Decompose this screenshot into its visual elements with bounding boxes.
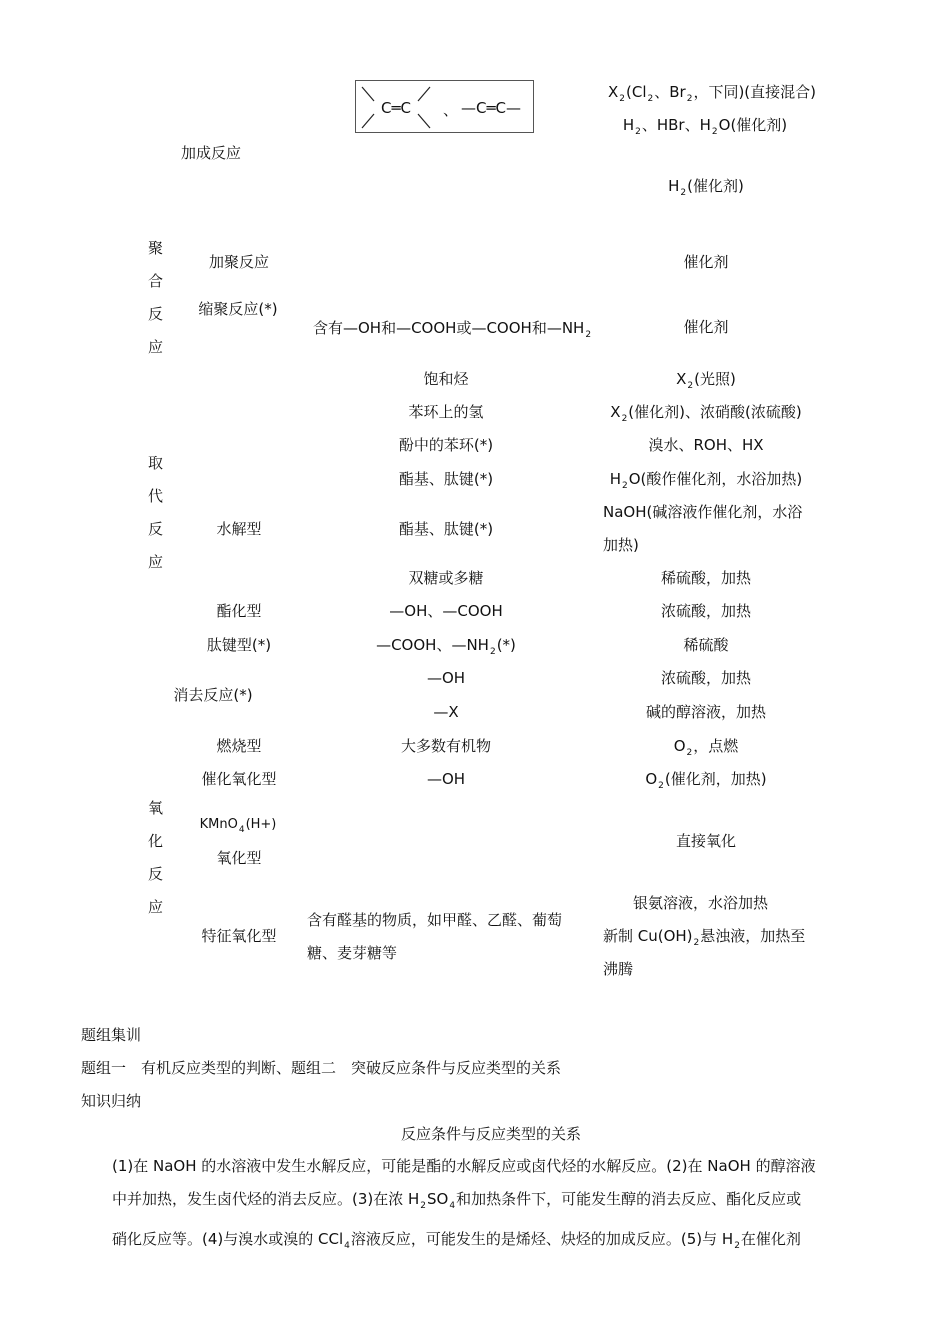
ester-cond: 浓硫酸，加热	[660, 602, 752, 620]
paragraph-line-1: (1)在 NaOH 的水溶液中发生水解反应，可能是酯的水解反应或卤代烃的水解反应。(2)在 NaOH 的醇溶液	[112, 1157, 816, 1175]
disaccharide-substrate: 双糖或多糖	[408, 569, 484, 587]
addpoly-label: 加聚反应	[208, 253, 270, 271]
alkyne-formula: —C═C—	[461, 99, 521, 117]
kmno4-label-line2: 氧化型	[216, 849, 262, 867]
characteristic-substrate-line2: 糖、麦芽糖等	[307, 944, 398, 962]
hydrolysis-cond-line2: 加热)	[603, 536, 639, 554]
kmno4-label: KMnO$_4$(H+)	[199, 817, 277, 835]
formula-separator: 、	[443, 101, 459, 119]
oxidation-group-char: 应	[148, 898, 164, 916]
condense-label: 缩聚反应(*)	[198, 300, 278, 318]
hydrolysis-substrate: 酯基、肽键(*)	[398, 520, 494, 538]
oxidation-group-char: 氧	[148, 799, 164, 817]
sub-row-substrate: 苯环上的氢	[408, 403, 484, 421]
sub-row-substrate: 酯基、肽键(*)	[398, 470, 494, 488]
paragraph-line-3: 硝化反应等。(4)与溴水或溴的 CCl$_4$溶液反应，可能发生的是烯烃、炔烃的加成反应。(5)与 $H_2$在催化剂	[112, 1230, 801, 1251]
substitution-group-char: 代	[148, 487, 164, 505]
addition-cond-1: $X_2(Cl_2$、$Br_2$，下同)(直接混合)	[607, 83, 817, 104]
section-training: 题组集训	[81, 1026, 142, 1044]
elimination-label: 消去反应(*)	[173, 686, 253, 704]
sub-row-substrate: 酚中的苯环(*)	[398, 436, 494, 454]
oxidation-group-char: 化	[148, 832, 164, 850]
combustion-substrate: 大多数有机物	[400, 737, 492, 755]
addition-label: 加成反应	[181, 144, 242, 162]
sub-row-cond: $X_2$(催化剂)、浓硝酸(浓硫酸)	[610, 403, 802, 424]
addition-cond-2: $H_2$、HBr、$H_2O$(催化剂)	[622, 116, 788, 137]
polymer-group-char: 合	[148, 272, 164, 290]
elimination-cond: 浓硫酸，加热	[660, 669, 752, 687]
condense-substrate: 含有—OH和—COOH或—COOH和$—NH_2$	[313, 319, 592, 340]
characteristic-substrate-line1: 含有醛基的物质，如甲醛、乙醛、葡萄	[307, 911, 563, 929]
peptide-substrate: —COOH、$—NH_2(*)$	[376, 636, 516, 657]
polymer-group-char: 聚	[148, 239, 164, 257]
characteristic-cond-line1: 银氨溶液，水浴加热	[633, 894, 769, 912]
combustion-cond: $O_2$，点燃	[673, 737, 739, 758]
alkene-alkyne-structure-icon	[356, 81, 535, 134]
catalytic-substrate: —OH	[426, 770, 466, 788]
structure-image	[355, 80, 534, 133]
catalytic-cond: $O_2$(催化剂，加热)	[645, 770, 767, 791]
characteristic-label: 特征氧化型	[201, 927, 277, 945]
hydrolysis-cond-line1: NaOH(碱溶液作催化剂，水浴	[603, 503, 803, 521]
oxidation-group-char: 反	[148, 865, 164, 883]
elimination-substrate: —OH	[426, 669, 466, 687]
substitution-group-char: 应	[148, 553, 164, 571]
paragraph-line-2: 中并加热，发生卤代烃的消去反应。(3)在浓 $H_2SO_4$和加热条件下，可能发生醇的消去反应、酯化反应或	[112, 1190, 802, 1211]
hydrolysis-label: 水解型	[216, 520, 262, 538]
kmno4-cond: 直接氧化	[675, 832, 737, 850]
polymer-group-char: 应	[148, 338, 164, 356]
sub-row-cond: $X_2$(光照)	[676, 370, 736, 391]
section-summary: 知识归纳	[81, 1092, 142, 1110]
sub-row-cond: 溴水、ROH、HX	[648, 436, 764, 454]
sub-row-substrate: 饱和烃	[423, 370, 469, 388]
peptide-cond: 稀硫酸	[683, 636, 729, 654]
ester-label: 酯化型	[216, 602, 262, 620]
alkene-formula: C═C	[381, 99, 411, 117]
elimination-cond: 碱的醇溶液，加热	[645, 703, 767, 721]
catalytic-label: 催化氧化型	[201, 770, 277, 788]
addpoly-cond: 催化剂	[683, 253, 729, 271]
substitution-group-char: 反	[148, 520, 164, 538]
disaccharide-cond: 稀硫酸，加热	[660, 569, 752, 587]
condense-cond: 催化剂	[683, 318, 729, 336]
addition-cond-3: $H_2$(催化剂)	[668, 177, 744, 198]
summary-paragraph	[112, 1150, 882, 1263]
characteristic-cond-line3: 沸腾	[603, 960, 634, 978]
section-groups: 题组一 有机反应类型的判断、题组二 突破反应条件与反应类型的关系	[81, 1059, 562, 1077]
sub-row-cond: $H_2O$(酸作催化剂，水浴加热)	[609, 470, 803, 491]
polymer-group-char: 反	[148, 305, 164, 323]
substitution-group-char: 取	[148, 454, 164, 472]
characteristic-cond-line2: 新制 $Cu(OH)_2$悬浊液，加热至	[603, 927, 806, 948]
elimination-substrate: —X	[433, 703, 459, 721]
combustion-label: 燃烧型	[216, 737, 262, 755]
section-subtitle: 反应条件与反应类型的关系	[400, 1125, 582, 1143]
ester-substrate: —OH、—COOH	[389, 602, 503, 620]
peptide-label: 肽键型(*)	[206, 636, 272, 654]
